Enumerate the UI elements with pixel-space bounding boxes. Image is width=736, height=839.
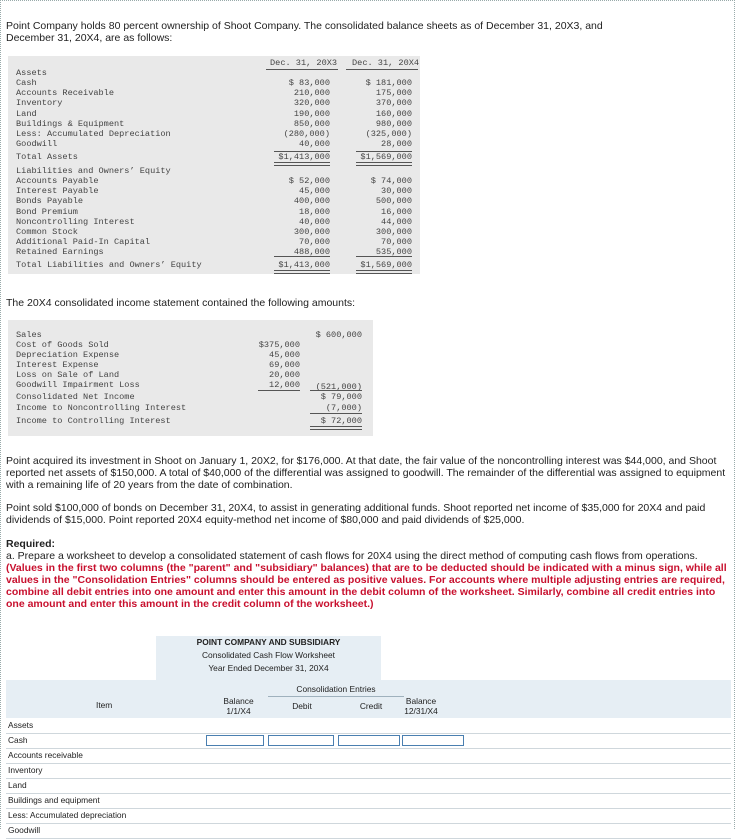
bs-asset-row [8, 78, 420, 88]
col-debit: Debit [292, 701, 312, 711]
ws-row [6, 793, 731, 809]
bs-asset-c1: 850,000 [293, 118, 330, 129]
bs-total-assets-row [8, 152, 420, 162]
is-expense-label: Cost of Goods Sold [16, 340, 109, 350]
ws-row [6, 823, 731, 839]
bs-asset-label: Cash [16, 78, 37, 88]
bs-asset-label: Buildings & Equipment [16, 118, 125, 129]
worksheet-title-line2: Consolidated Cash Flow Worksheet [202, 650, 335, 660]
ws-section-assets [6, 718, 731, 734]
is-expense-row [8, 370, 373, 380]
col-balance-end: Balance 12/31/X4 [404, 696, 438, 716]
bs-asset-c1: 190,000 [293, 108, 330, 119]
required-label: Required: [6, 538, 56, 550]
bs-liab-c2: $ 74,000 [370, 176, 412, 186]
bs-liab-c1: 400,000 [293, 196, 330, 207]
balance-sheet-table [8, 56, 420, 274]
bs-liab-row [8, 196, 420, 206]
bs-liab-c2: 535,000 [375, 247, 412, 258]
bs-total-liab-c1: $1,413,000 [278, 260, 330, 270]
bs-liab-row [8, 227, 420, 237]
bs-liab-c2: 300,000 [375, 227, 412, 237]
is-cni-label: Consolidated Net Income [16, 392, 135, 402]
worksheet-title-line1: POINT COMPANY AND SUBSIDIARY [196, 637, 341, 647]
is-expense-row [8, 380, 373, 390]
is-expense-total: (521,000) [315, 382, 362, 392]
bs-asset-c1: (280,000) [283, 129, 330, 139]
cash-flow-worksheet [6, 636, 731, 835]
col-credit: Credit [359, 701, 383, 711]
bs-liab-c2: 500,000 [375, 196, 412, 207]
bs-liab-label: Common Stock [16, 227, 78, 237]
income-statement-table [8, 320, 373, 436]
ws-row [6, 808, 731, 824]
bs-liab-label: Noncontrolling Interest [16, 216, 135, 227]
bs-total-liab-c2: $1,569,000 [360, 260, 412, 270]
bs-liab-c1: 45,000 [299, 186, 330, 197]
bs-asset-c2: 160,000 [375, 108, 412, 119]
bs-asset-c2: 370,000 [375, 98, 412, 109]
bs-liab-c2: 70,000 [381, 237, 412, 248]
ws-row-label: Less: Accumulated depreciation [8, 810, 127, 820]
bs-asset-label: Accounts Receivable [16, 88, 114, 99]
bs-asset-c1: $ 83,000 [288, 78, 330, 88]
bs-liab-c1: 40,000 [299, 216, 330, 227]
bs-asset-label: Land [16, 108, 37, 119]
ws-input-debit[interactable] [268, 735, 334, 746]
bs-liab-row [8, 217, 420, 227]
bs-liab-row [8, 186, 420, 196]
bs-liab-label: Additional Paid-In Capital [16, 237, 151, 248]
requirement-a-text: a. Prepare a worksheet to develop a consolidated statement of cash flows for 20X4 using the direct method of computing cash flows from operations. [6, 550, 698, 562]
is-expense-label: Interest Expense [16, 360, 99, 370]
bs-liab-label: Bond Premium [16, 206, 78, 217]
is-expense-value: 12,000 [269, 380, 300, 390]
col-consolidation-entries: Consolidation Entries [296, 684, 376, 694]
bs-asset-label: Goodwill [16, 139, 58, 150]
ws-row [6, 778, 731, 794]
is-expense-label: Depreciation Expense [16, 350, 120, 360]
bs-col-header-2: Dec. 31, 20X4 [352, 58, 420, 68]
bs-liab-row [8, 207, 420, 217]
intro-text: Point Company holds 80 percent ownership of Shoot Company. The consolidated balance sheets as of December 31, 20X3, and December 31, 20X4, are as follows: [6, 20, 603, 44]
bs-asset-label: Less: Accumulated Depreciation [16, 129, 171, 139]
bs-total-assets-c1: $1,413,000 [278, 152, 330, 162]
bs-asset-row [8, 139, 420, 149]
bs-total-liab-label: Total Liabilities and Owners’ Equity [16, 260, 202, 270]
bs-liab-header: Liabilities and Owners’ Equity [16, 166, 171, 176]
ws-row-label: Buildings and equipment [8, 795, 100, 805]
is-sales-value: $ 600,000 [315, 330, 362, 340]
requirement-a-instructions: (Values in the first two columns (the "parent" and "subsidiary" balances) that are to be deducted should be indicated with a minus sign, while all values in the "Consolidation Entries" columns should be entered as positive values. For accounts where multiple adjusting entries are required, combine all debit entries into one amount and enter this amount in the debit column of the worksheet. Similarly, combine all credit entries into one amount and enter this amount in the credit column of the worksheet.) [6, 562, 727, 610]
ws-row-label: Cash [8, 735, 28, 745]
bs-liab-c1: 488,000 [293, 247, 330, 258]
is-expense-value: 45,000 [269, 350, 300, 360]
bs-asset-c2: 175,000 [375, 88, 412, 99]
bs-liab-row [8, 237, 420, 247]
bs-liab-label: Retained Earnings [16, 247, 104, 258]
is-expense-value: 69,000 [269, 360, 300, 370]
bonds-paragraph: Point sold $100,000 of bonds on December 31, 20X4, to assist in generating additional funds. Shoot reported net income of $35,000 for 20X4 and paid dividends of $15,000. Point reported 20X4 equity-method net income of $80,000 and paid dividends of $25,000. [6, 502, 706, 526]
bs-asset-c2: (325,000) [365, 129, 412, 139]
bs-col-header-1: Dec. 31, 20X3 [270, 58, 338, 68]
bs-asset-row [8, 88, 420, 98]
bs-asset-c2: $ 181,000 [365, 78, 412, 88]
acquisition-paragraph: Point acquired its investment in Shoot on January 1, 20X2, for $176,000. At that date, the fair value of the noncontrolling interest was $44,000, and Shoot reported net assets of $150,000. A total of $40,000 of the differential was assigned to goodwill. The remainder of the differential was assigned to equipment with a remaining life of 20 years from the date of combination. [6, 455, 726, 491]
bs-liab-label: Interest Payable [16, 186, 99, 197]
bs-asset-row [8, 129, 420, 139]
bs-liab-c2: 16,000 [381, 206, 412, 217]
bs-asset-c2: 28,000 [381, 139, 412, 150]
is-expense-value: $375,000 [258, 340, 300, 350]
worksheet-header [6, 680, 731, 718]
worksheet-title [156, 636, 381, 680]
col-balance-begin: Balance 1/1/X4 [223, 696, 254, 716]
is-expense-value: 20,000 [269, 370, 300, 380]
bs-asset-c1: 210,000 [293, 88, 330, 99]
bs-asset-c1: 40,000 [299, 139, 330, 150]
bs-asset-row [8, 98, 420, 108]
bs-total-assets-c2: $1,569,000 [360, 152, 412, 162]
ws-row-label: Inventory [8, 765, 43, 775]
ws-input-balance-end[interactable] [402, 735, 464, 746]
is-sales-label: Sales [16, 330, 42, 340]
is-expense-row [8, 350, 373, 360]
is-expense-label: Goodwill Impairment Loss [16, 380, 140, 390]
ws-input-balance-begin[interactable] [206, 735, 264, 746]
bs-liab-label: Accounts Payable [16, 176, 99, 186]
is-nci-label: Income to Noncontrolling Interest [16, 403, 187, 413]
ws-row [6, 748, 731, 764]
is-cni-value: $ 79,000 [320, 392, 362, 402]
bs-asset-label: Inventory [16, 98, 63, 109]
bs-liab-c2: 30,000 [381, 186, 412, 197]
ws-row [6, 733, 731, 749]
bs-liab-row [8, 176, 420, 186]
is-expense-row [8, 340, 373, 350]
bs-total-assets-label: Total Assets [16, 152, 78, 162]
is-intro-text: The 20X4 consolidated income statement contained the following amounts: [6, 297, 356, 309]
bs-assets-header: Assets [16, 68, 47, 78]
ws-row [6, 763, 731, 779]
ws-input-credit[interactable] [338, 735, 400, 746]
bs-liab-c2: 44,000 [381, 216, 412, 227]
ws-section-label: Assets [8, 720, 34, 730]
bs-liab-c1: 70,000 [299, 237, 330, 248]
bs-total-liab-row [8, 260, 420, 270]
is-ci-label: Income to Controlling Interest [16, 416, 171, 426]
requirement-a [6, 550, 728, 610]
bs-asset-row [8, 109, 420, 119]
worksheet-title-line3: Year Ended December 31, 20X4 [208, 663, 329, 673]
bs-liab-label: Bonds Payable [16, 196, 84, 207]
is-ci-value: $ 72,000 [320, 416, 362, 426]
ws-row-label: Goodwill [8, 825, 41, 835]
bs-liab-c1: 18,000 [299, 206, 330, 217]
ws-row-label: Accounts receivable [8, 750, 83, 760]
is-expense-row [8, 360, 373, 370]
is-nci-value: (7,000) [325, 403, 362, 413]
bs-asset-c1: 320,000 [293, 98, 330, 109]
bs-liab-c1: 300,000 [293, 227, 330, 237]
is-expense-label: Loss on Sale of Land [16, 370, 120, 380]
bs-asset-c2: 980,000 [375, 118, 412, 129]
bs-liab-c1: $ 52,000 [288, 176, 330, 186]
ws-row-label: Land [8, 780, 27, 790]
bs-asset-row [8, 119, 420, 129]
col-item: Item [96, 700, 113, 710]
